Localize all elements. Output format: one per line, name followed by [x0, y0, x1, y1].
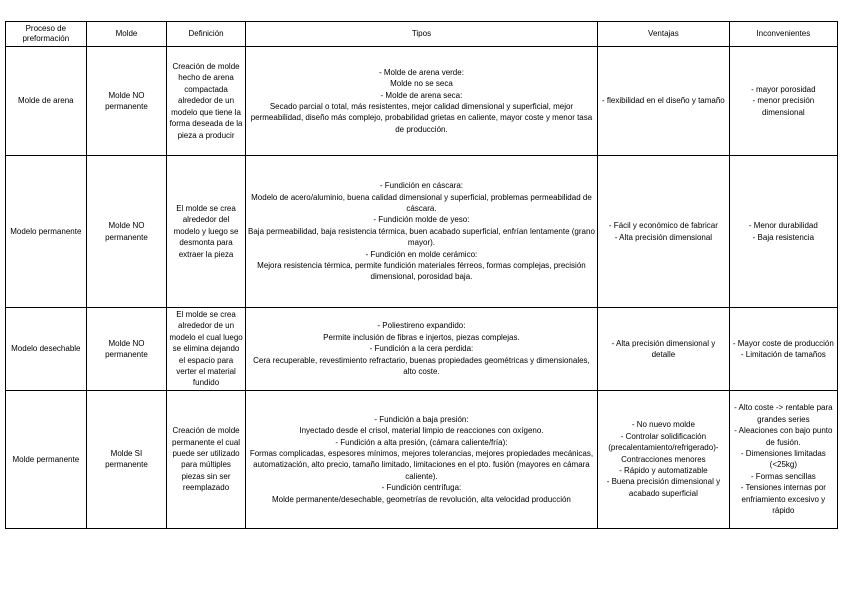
tipo-line: Mejora resistencia térmica, permite fundición materiales férreos, formas complejas, precisión dimensional, porosidad baja.: [257, 261, 586, 282]
cell-definicion: El molde se crea alrededor de un modelo el cual luego se elimina dejando el espacio para verter el material fundido: [167, 308, 246, 391]
tipo-line: - Fundición molde de yeso:: [373, 215, 470, 225]
cell-ventajas: [598, 390, 730, 528]
inconveniente-line: - Menor durabilidad: [748, 221, 818, 231]
cell-definicion: Creación de molde hecho de arena compactada alrededor de un modelo que tiene la forma deseada de la pieza a producir: [167, 47, 246, 156]
tipo-line: Molde no se seca: [390, 79, 453, 89]
preformation-table: [5, 21, 838, 529]
header-molde: Molde: [86, 22, 167, 47]
inconveniente-line: - Tensiones internas por enfriamiento excesivo y rápido: [740, 483, 826, 515]
inconveniente-line: - Formas sencillas: [750, 471, 816, 481]
cell-tipos: [245, 156, 597, 308]
inconveniente-line: - Dimensiones limitadas (<25kg): [740, 448, 826, 470]
cell-tipos: [245, 308, 597, 391]
cell-inconvenientes: [729, 156, 837, 308]
ventaja-line: - Controlar solidificación (precalentamiento/refrigerado)-: [608, 431, 719, 453]
tipo-line: - Fundición a baja presión:: [374, 414, 469, 424]
ventaja-line: - flexibilidad en el diseño y tamaño: [602, 96, 725, 106]
tipo-line: - Molde de arena seca:: [380, 90, 463, 100]
cell-tipos: [245, 47, 597, 156]
inconveniente-line: - Baja resistencia: [752, 232, 815, 242]
tipo-line: - Molde de arena verde:: [378, 67, 464, 77]
ventaja-line: - No nuevo molde: [631, 420, 695, 430]
header-ventajas: Ventajas: [598, 22, 730, 47]
ventaja-line: - Alta precisión dimensional: [614, 232, 713, 242]
header-inconvenientes: Inconvenientes: [729, 22, 837, 47]
inconveniente-line: - Limitación de tamaños: [740, 349, 826, 359]
cell-inconvenientes: [729, 47, 837, 156]
cell-proceso: Modelo permanente: [6, 156, 87, 308]
tipo-line: Cera recuperable, revestimiento refractario, buenas propiedades geométricas y dimensionales, alto coste.: [253, 355, 590, 377]
cell-proceso: Molde de arena: [6, 47, 87, 156]
inconveniente-line: - Aleaciones con bajo punto de fusión.: [734, 426, 833, 447]
cell-proceso: Molde permanente: [6, 390, 87, 528]
header-tipos: Tipos: [245, 22, 597, 47]
tipo-line: Inyectado desde el crisol, material limpio de reacciones con oxígeno.: [299, 426, 544, 436]
table-row: [6, 390, 838, 528]
tipo-line: - Fundición en cáscara:: [379, 181, 464, 191]
tipo-line: Secado parcial o total, más resistentes, mejor calidad dimensional y superficial, mejor permeabilidad, diseño más complejo, probabilidad grietas en caliente, mayor coste y menor tasa de producción.: [250, 102, 593, 134]
inconveniente-line: - mayor porosidad: [751, 84, 816, 94]
inconveniente-line: - Alto coste -> rentable para grandes series: [734, 403, 833, 424]
ventaja-line: - Buena precisión dimensional y acabado superficial: [606, 477, 721, 498]
tipo-line: Modelo de acero/aluminio, buena calidad dimensional y superficial, problemas permeabilidad de cáscara.: [251, 192, 592, 213]
cell-inconvenientes: [729, 390, 837, 528]
table-row: [6, 156, 838, 308]
cell-definicion: Creación de molde permanente el cual puede ser utilizado para múltiples piezas sin ser reemplazado: [167, 390, 246, 528]
tipo-line: - Fundición a la cera perdida:: [369, 344, 474, 354]
cell-ventajas: [598, 47, 730, 156]
cell-molde: Molde SI permanente: [86, 390, 167, 528]
tipo-line: Baja permeabilidad, baja resistencia térmica, buen acabado superficial, enfrían lentamente (grano mayor).: [248, 226, 595, 248]
cell-tipos: [245, 390, 597, 528]
cell-definicion: El molde se crea alrededor del modelo y luego se desmonta para extraer la pieza: [167, 156, 246, 308]
ventaja-line: Contracciones menores: [621, 454, 706, 464]
inconveniente-line: - Mayor coste de producción: [732, 338, 834, 348]
cell-molde: Molde NO permanente: [86, 156, 167, 308]
cell-proceso: Modelo desechable: [6, 308, 87, 391]
cell-ventajas: [598, 308, 730, 391]
tipo-line: Formas complicadas, espesores mínimos, mejores tolerancias, mejores propiedades mecánicas, automatización, alto precio, tamaño limitado, limitaciones en el pto. fusión (mayores en cámara caliente).: [249, 448, 594, 481]
header-proceso: Proceso de preformación: [6, 22, 87, 47]
cell-molde: Molde NO permanente: [86, 308, 167, 391]
header-row: [6, 22, 838, 47]
cell-ventajas: [598, 156, 730, 308]
cell-molde: Molde NO permanente: [86, 47, 167, 156]
table-row: [6, 308, 838, 391]
tipo-line: Permite inclusión de fibras e injertos, piezas complejas.: [323, 332, 520, 342]
header-definicion: Definición: [167, 22, 246, 47]
tipo-line: Molde permanente/desechable, geometrías de revolución, alta velocidad producción: [272, 494, 571, 504]
tipo-line: - Fundición en molde cerámico:: [365, 249, 478, 259]
ventaja-line: - Rápido y automatizable: [619, 466, 708, 476]
tipo-line: - Poliestireno expandido:: [377, 321, 466, 331]
cell-inconvenientes: [729, 308, 837, 391]
inconveniente-line: - menor precisión dimensional: [752, 96, 815, 117]
ventaja-line: - Fácil y económico de fabricar: [608, 221, 718, 231]
tipo-line: - Fundición a alta presión, (cámara caliente/fría):: [335, 437, 508, 447]
ventaja-line: - Alta precisión dimensional y detalle: [611, 338, 716, 359]
tipo-line: - Fundición centrífuga:: [381, 483, 462, 493]
table-row: [6, 47, 838, 156]
